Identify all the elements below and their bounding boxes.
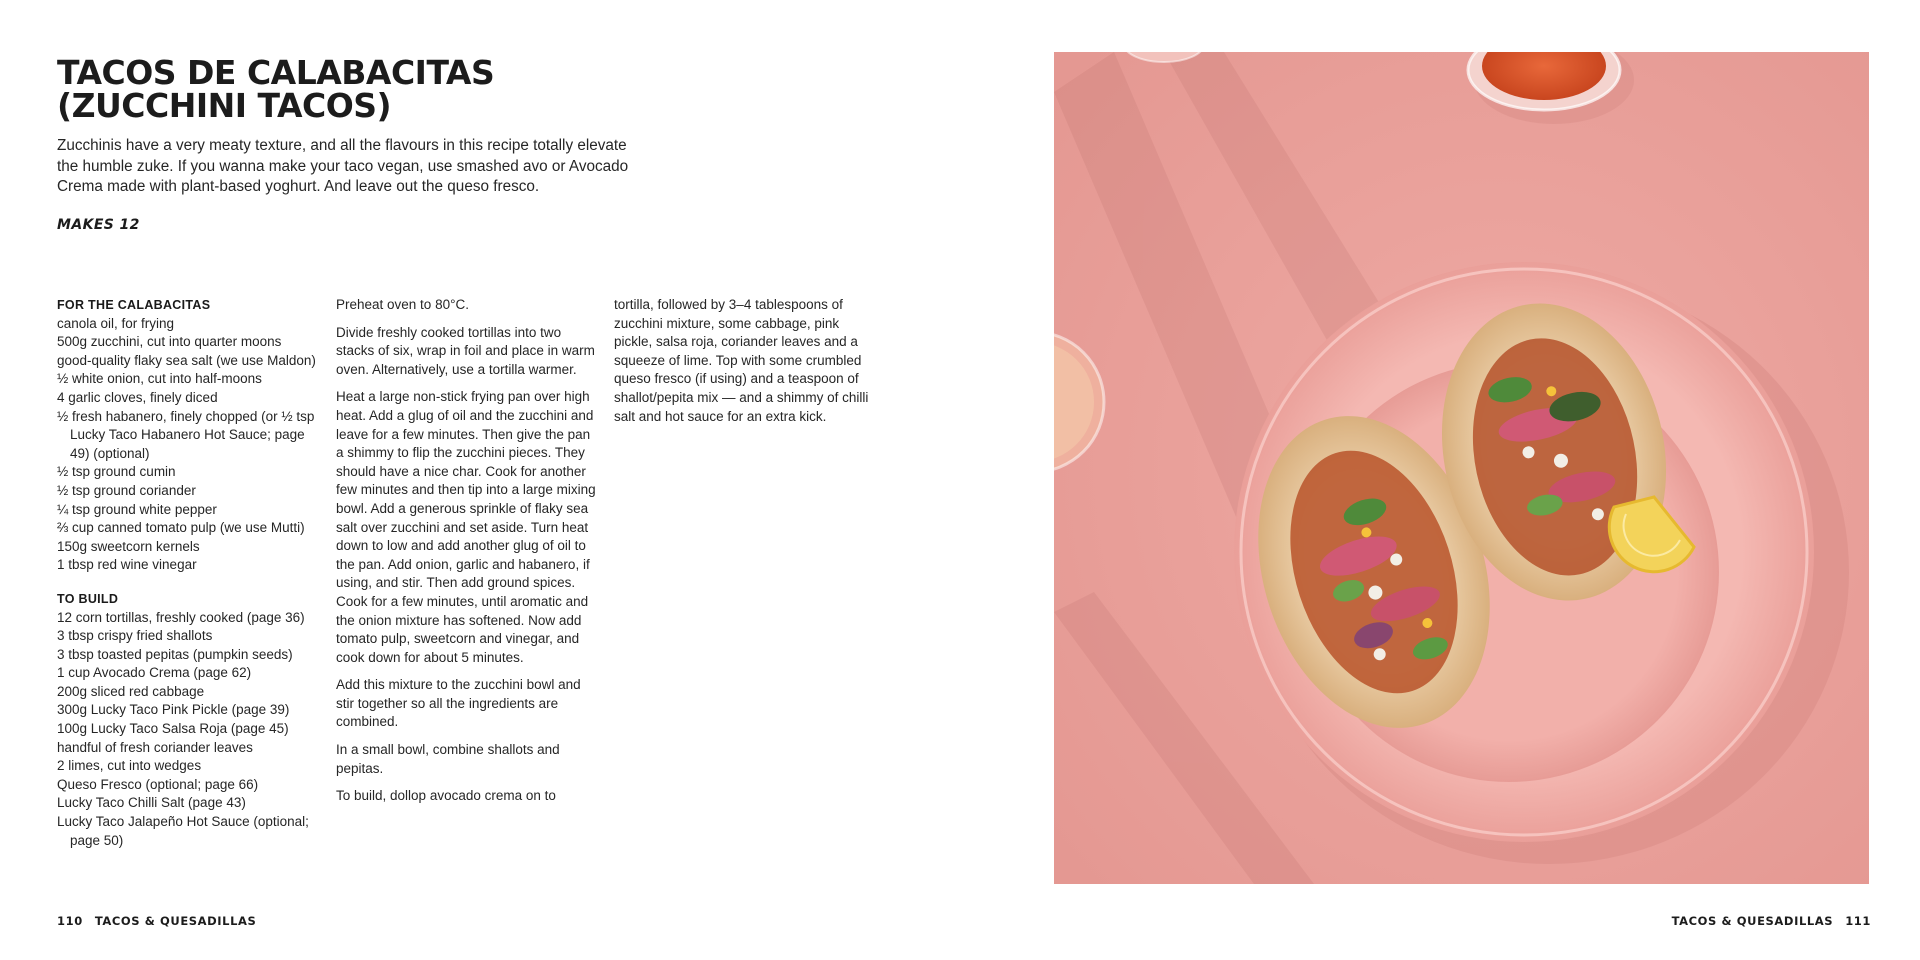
ingredient-item: 500g zucchini, cut into quarter moons	[57, 334, 282, 350]
ingredient-item: ½ white onion, cut into half-moons	[57, 371, 262, 387]
method-column-2	[614, 296, 880, 426]
recipe-photo	[1054, 52, 1869, 884]
ingredient-item: ⅔ cup canned tomato pulp (we use Mutti)	[57, 520, 305, 536]
method-column-1	[336, 296, 596, 806]
method-step: In a small bowl, combine shallots and pepitas.	[336, 742, 560, 776]
method-step: To build, dollop avocado crema on to	[336, 788, 556, 804]
recipe-yield: MAKES 12	[57, 217, 140, 233]
to-build-heading: TO BUILD	[57, 591, 119, 606]
section-name-right: TACOS & QUESADILLAS	[1671, 914, 1834, 928]
to-build-ingredient-list	[57, 609, 317, 851]
ingredient-item: Lucky Taco Chilli Salt (page 43)	[57, 795, 246, 811]
ingredient-item: Lucky Taco Jalapeño Hot Sauce (optional; page 50)	[57, 814, 309, 848]
ingredient-item: 2 limes, cut into wedges	[57, 758, 202, 774]
calabacitas-heading: FOR THE CALABACITAS	[57, 298, 211, 312]
method-step: tortilla, followed by 3–4 tablespoons of zucchini mixture, some cabbage, pink pickle, salsa roja, coriander leaves and a squeeze of lime. Top with some crumbled queso fresco (if using) and a teaspoon of shallot/pepita mix — and a shimmy of chilli salt and hot sauce for an extra kick.	[614, 297, 869, 424]
ingredient-item: canola oil, for frying	[57, 315, 175, 331]
ingredient-item: 4 garlic cloves, finely diced	[57, 389, 218, 405]
ingredient-item: 200g sliced red cabbage	[57, 683, 205, 699]
ingredient-item: handful of fresh coriander leaves	[57, 739, 253, 755]
ingredient-item: 150g sweetcorn kernels	[57, 538, 200, 554]
footer-left	[57, 914, 256, 928]
ingredient-item: 1 tbsp red wine vinegar	[57, 557, 197, 573]
ingredient-item: 1 cup Avocado Crema (page 62)	[57, 665, 252, 681]
ingredient-item: ½ fresh habanero, finely chopped (or ½ tsp Lucky Taco Habanero Hot Sauce; page 49) (optional)	[57, 408, 315, 461]
tacos-illustration	[1054, 52, 1869, 884]
method-step: Heat a large non-stick frying pan over high heat. Add a glug of oil and the zucchini and leave for a few minutes. Then give the pan a shimmy to flip the zucchini pieces. They should have a nice char. Cook for another few minutes and then tip into a large mixing bowl. Add a generous sprinkle of flaky sea salt over zucchini and set aside. Turn heat down to low and add another glug of oil to the pan. Add onion, garlic and habanero, if using, and stir. Then add ground spices. Cook for a few minutes, until aromatic and the onion mixture has softened. Now add tomato pulp, sweetcorn and vinegar, and cook down for about 5 minutes.	[336, 389, 596, 665]
footer-right	[1672, 914, 1871, 928]
method-step: Add this mixture to the zucchini bowl and stir together so all the ingredients are combined.	[336, 677, 581, 730]
recipe-title-line-2: (ZUCCHINI TACOS)	[57, 86, 392, 125]
ingredient-item: 300g Lucky Taco Pink Pickle (page 39)	[57, 702, 290, 718]
ingredients-column	[57, 296, 317, 850]
calabacitas-ingredient-list	[57, 315, 317, 575]
method-step: Divide freshly cooked tortillas into two stacks of six, wrap in foil and place in warm oven. Alternatively, use a tortilla warmer.	[336, 324, 595, 377]
page-number-right: 111	[1845, 914, 1871, 928]
ingredient-item: 3 tbsp toasted pepitas (pumpkin seeds)	[57, 646, 293, 662]
ingredient-item: ¼ tsp ground white pepper	[57, 501, 217, 517]
ingredient-item: 3 tbsp crispy fried shallots	[57, 628, 213, 644]
ingredient-item: good-quality flaky sea salt (we use Maldon)	[57, 352, 316, 368]
ingredient-item: 100g Lucky Taco Salsa Roja (page 45)	[57, 721, 289, 737]
ingredient-item: Queso Fresco (optional; page 66)	[57, 776, 259, 792]
ingredient-item: 12 corn tortillas, freshly cooked (page 36)	[57, 609, 305, 625]
method-step: Preheat oven to 80°C.	[336, 297, 469, 312]
ingredient-item: ½ tsp ground cumin	[57, 464, 176, 480]
ingredient-item: ½ tsp ground coriander	[57, 482, 196, 498]
recipe-title	[57, 53, 757, 125]
section-name-left: TACOS & QUESADILLAS	[94, 914, 257, 928]
recipe-title-line-1: TACOS DE CALABACITAS	[57, 53, 495, 92]
page-number-left: 110	[57, 914, 83, 928]
recipe-intro: Zucchinis have a very meaty texture, and all the flavours in this recipe totally elevate the humble zuke. If you wanna make your taco vegan, use smashed avo or Avocado Crema made with plant-based yoghurt. And leave out the queso fresco.	[57, 137, 629, 195]
